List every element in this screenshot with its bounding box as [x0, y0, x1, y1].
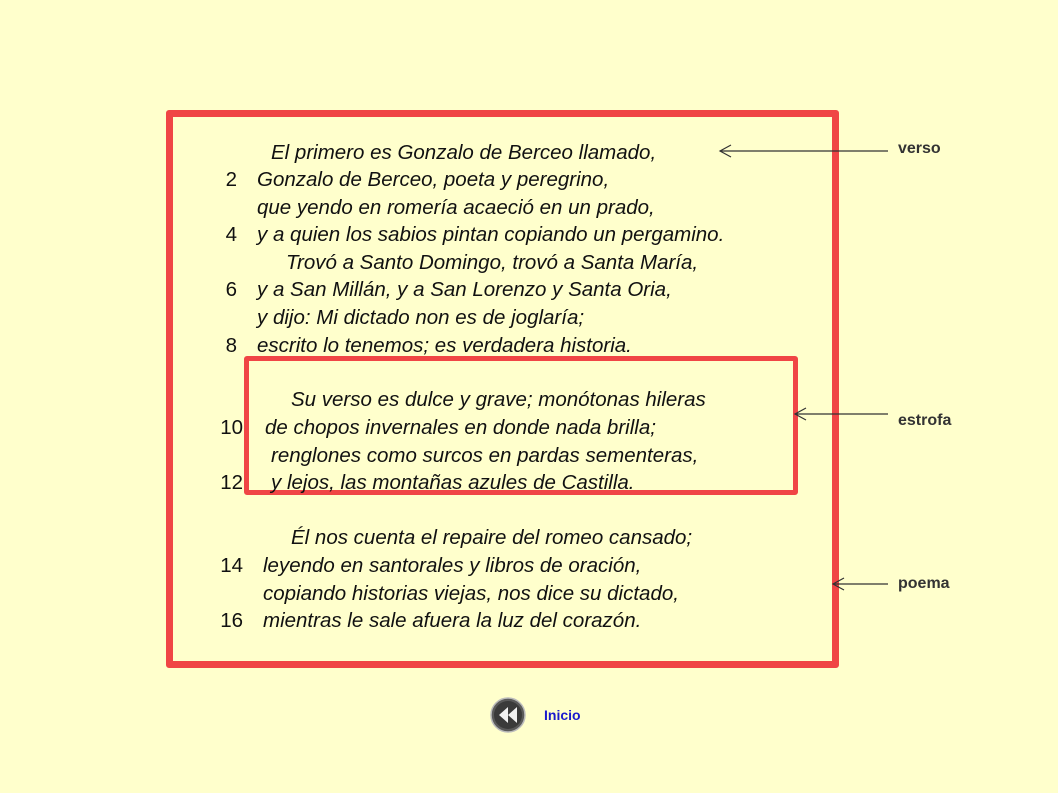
- back-button[interactable]: [490, 697, 526, 733]
- poem-line: de chopos invernales en donde nada brilla;: [265, 416, 656, 439]
- poem-line: y lejos, las montañas azules de Castilla.: [271, 471, 635, 494]
- verse-number: 2: [225, 168, 237, 191]
- poem-line: y a San Millán, y a San Lorenzo y Santa Oria,: [257, 278, 672, 301]
- rewind-icon: [490, 697, 526, 733]
- poem-line: mientras le sale afuera la luz del corazón.: [263, 609, 642, 632]
- poem-line: Trovó a Santo Domingo, trovó a Santa María,: [286, 251, 699, 274]
- label-poema: poema: [898, 575, 950, 592]
- verse-number: 14: [220, 554, 243, 577]
- verse-number: 8: [225, 334, 237, 357]
- poem-line: Él nos cuenta el repaire del romeo cansado;: [291, 526, 693, 549]
- label-verso: verso: [898, 140, 941, 157]
- poem-line: El primero es Gonzalo de Berceo llamado,: [271, 141, 657, 164]
- poem-line: escrito lo tenemos; es verdadera historia.: [257, 334, 632, 357]
- verse-number: 10: [220, 416, 243, 439]
- poem-line: y a quien los sabios pintan copiando un pergamino.: [257, 223, 725, 246]
- label-estrofa: estrofa: [898, 412, 952, 429]
- poem-line: renglones como surcos en pardas sementeras,: [271, 444, 699, 467]
- poem-line: copiando historias viejas, nos dice su dictado,: [263, 582, 679, 605]
- poem-line: que yendo en romería acaeció en un prado,: [257, 196, 655, 219]
- poem-line: y dijo: Mi dictado non es de joglaría;: [257, 306, 585, 329]
- verse-number: 4: [225, 223, 237, 246]
- verse-number: 16: [220, 609, 243, 632]
- verse-number: 6: [225, 278, 237, 301]
- verse-number: 12: [220, 471, 243, 494]
- poem-line: Gonzalo de Berceo, poeta y peregrino,: [257, 168, 610, 191]
- poem-line: leyendo en santorales y libros de oración,: [263, 554, 642, 577]
- home-link[interactable]: Inicio: [544, 707, 581, 723]
- poem-line: Su verso es dulce y grave; monótonas hileras: [291, 388, 706, 411]
